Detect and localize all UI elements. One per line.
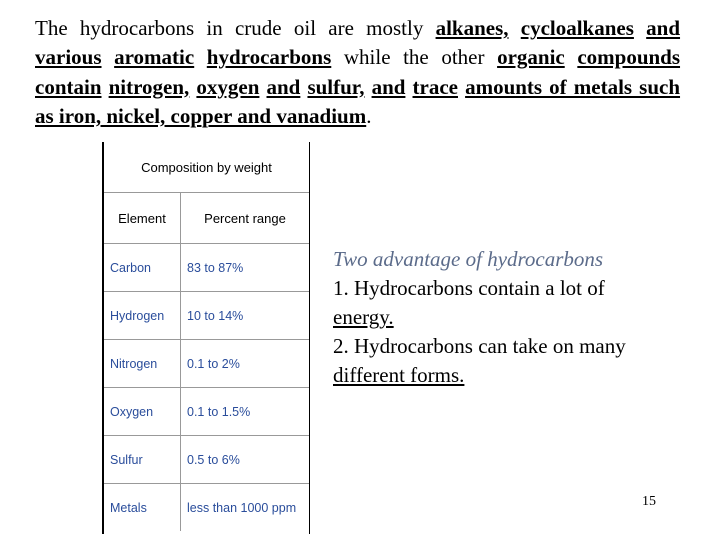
term-hydrocarbons: hydrocarbons	[206, 45, 332, 70]
term-trace: trace	[412, 74, 458, 99]
advantage-1-line: 1. Hydrocarbons contain a lot of	[333, 276, 605, 300]
element-cell: Nitrogen	[104, 340, 181, 388]
range-cell: 0.1 to 2%	[181, 340, 310, 388]
range-cell: 83 to 87%	[181, 244, 310, 292]
element-cell: Carbon	[104, 244, 181, 292]
element-cell: Oxygen	[104, 388, 181, 436]
table-caption: Composition by weight	[104, 142, 309, 193]
table-row	[104, 484, 309, 532]
table-row	[104, 340, 309, 388]
element-cell: Sulfur	[104, 436, 181, 484]
intro-period: .	[366, 103, 372, 128]
term-oxygen: oxygen	[196, 74, 260, 99]
term-aromatic: aromatic	[114, 45, 195, 70]
table-row	[104, 244, 309, 292]
term-various: various	[35, 45, 102, 70]
advantage-1-keyword: energy.	[333, 305, 394, 329]
element-cell: Metals	[104, 484, 181, 532]
range-cell: 0.1 to 1.5%	[181, 388, 310, 436]
term-nitrogen: nitrogen,	[108, 74, 190, 99]
intro-text: The hydrocarbons in crude oil are mostly	[35, 16, 436, 40]
composition-table-frame	[102, 142, 310, 534]
table-row	[104, 388, 309, 436]
table-row	[104, 292, 309, 340]
term-and-3: and	[371, 74, 406, 99]
advantage-2-keyword: different forms.	[333, 363, 465, 387]
term-and-2: and	[266, 74, 301, 99]
term-contain: contain	[35, 74, 102, 99]
intro-paragraph	[35, 14, 680, 131]
column-header-element: Element	[104, 193, 181, 244]
element-cell: Hydrogen	[104, 292, 181, 340]
column-header-percent: Percent range	[181, 193, 310, 244]
advantages-block	[333, 245, 693, 390]
term-and: and	[646, 16, 681, 40]
term-sulfur: sulfur,	[307, 74, 365, 99]
advantage-2-line: 2. Hydrocarbons can take on many	[333, 334, 626, 358]
advantages-heading: Two advantage of hydrocarbons	[333, 247, 604, 271]
term-cycloalkanes: cycloalkanes	[520, 16, 634, 40]
composition-table	[104, 142, 309, 531]
term-compounds: compounds	[577, 45, 681, 70]
range-cell: 10 to 14%	[181, 292, 310, 340]
range-cell: less than 1000 ppm	[187, 500, 297, 515]
range-cell: 0.5 to 6%	[181, 436, 310, 484]
table-row	[104, 436, 309, 484]
page-number: 15	[642, 494, 656, 509]
term-alkanes: alkanes,	[435, 16, 509, 40]
intro-text-2: while the other	[331, 45, 498, 70]
term-organic: organic	[497, 45, 565, 70]
term-metals-tail: amounts of metals such as iron, nickel, copper and vanadium	[35, 74, 681, 128]
